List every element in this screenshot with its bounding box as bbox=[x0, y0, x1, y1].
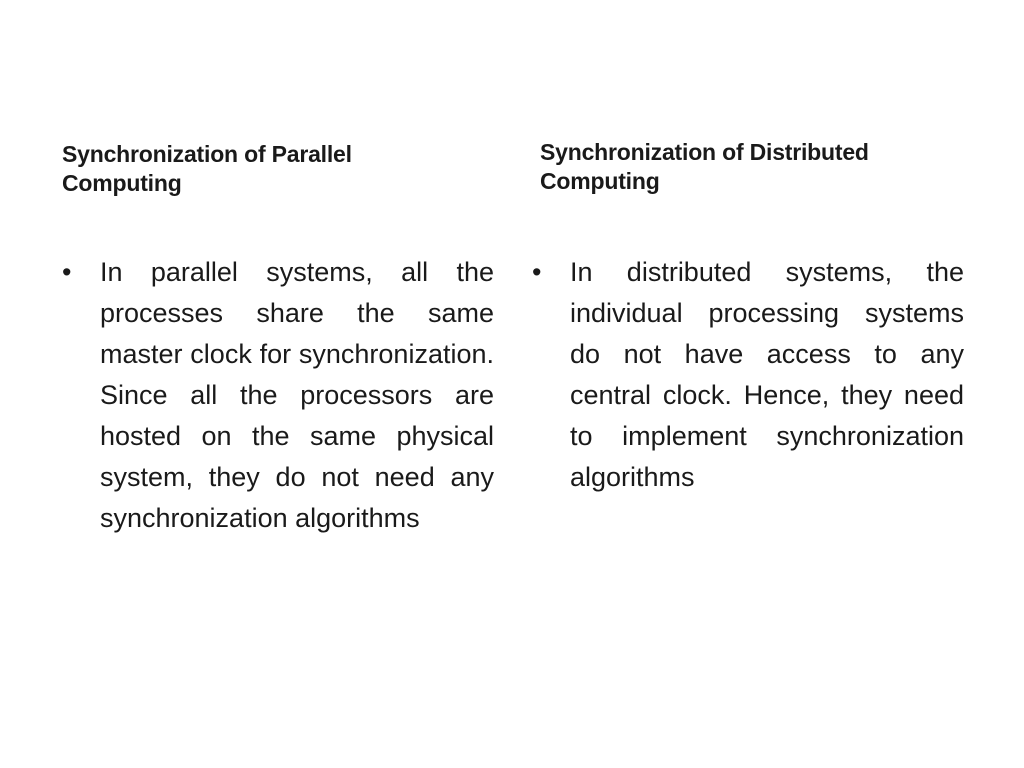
parallel-computing-heading: Synchronization of Parallel Computing bbox=[62, 141, 352, 196]
distributed-computing-heading: Synchronization of Distributed Computing bbox=[540, 139, 869, 194]
bullet-icon: • bbox=[532, 257, 542, 287]
parallel-computing-column bbox=[62, 0, 494, 768]
distributed-computing-column bbox=[532, 0, 964, 768]
parallel-bullet-text: In parallel systems, all the processes share the same master clock for synchronization. Since all the processors are hosted on the same physical system, they do not need any synchronization algorithms bbox=[100, 257, 494, 533]
distributed-bullet-text: In distributed systems, the individual processing systems do not have access to any central clock. Hence, they need to implement synchronization algorithms bbox=[570, 257, 964, 492]
parallel-bullet-list bbox=[62, 252, 494, 539]
distributed-bullet-item bbox=[532, 252, 964, 498]
bullet-icon: • bbox=[62, 257, 72, 287]
distributed-bullet-list bbox=[532, 252, 964, 498]
parallel-bullet-item bbox=[62, 252, 494, 539]
